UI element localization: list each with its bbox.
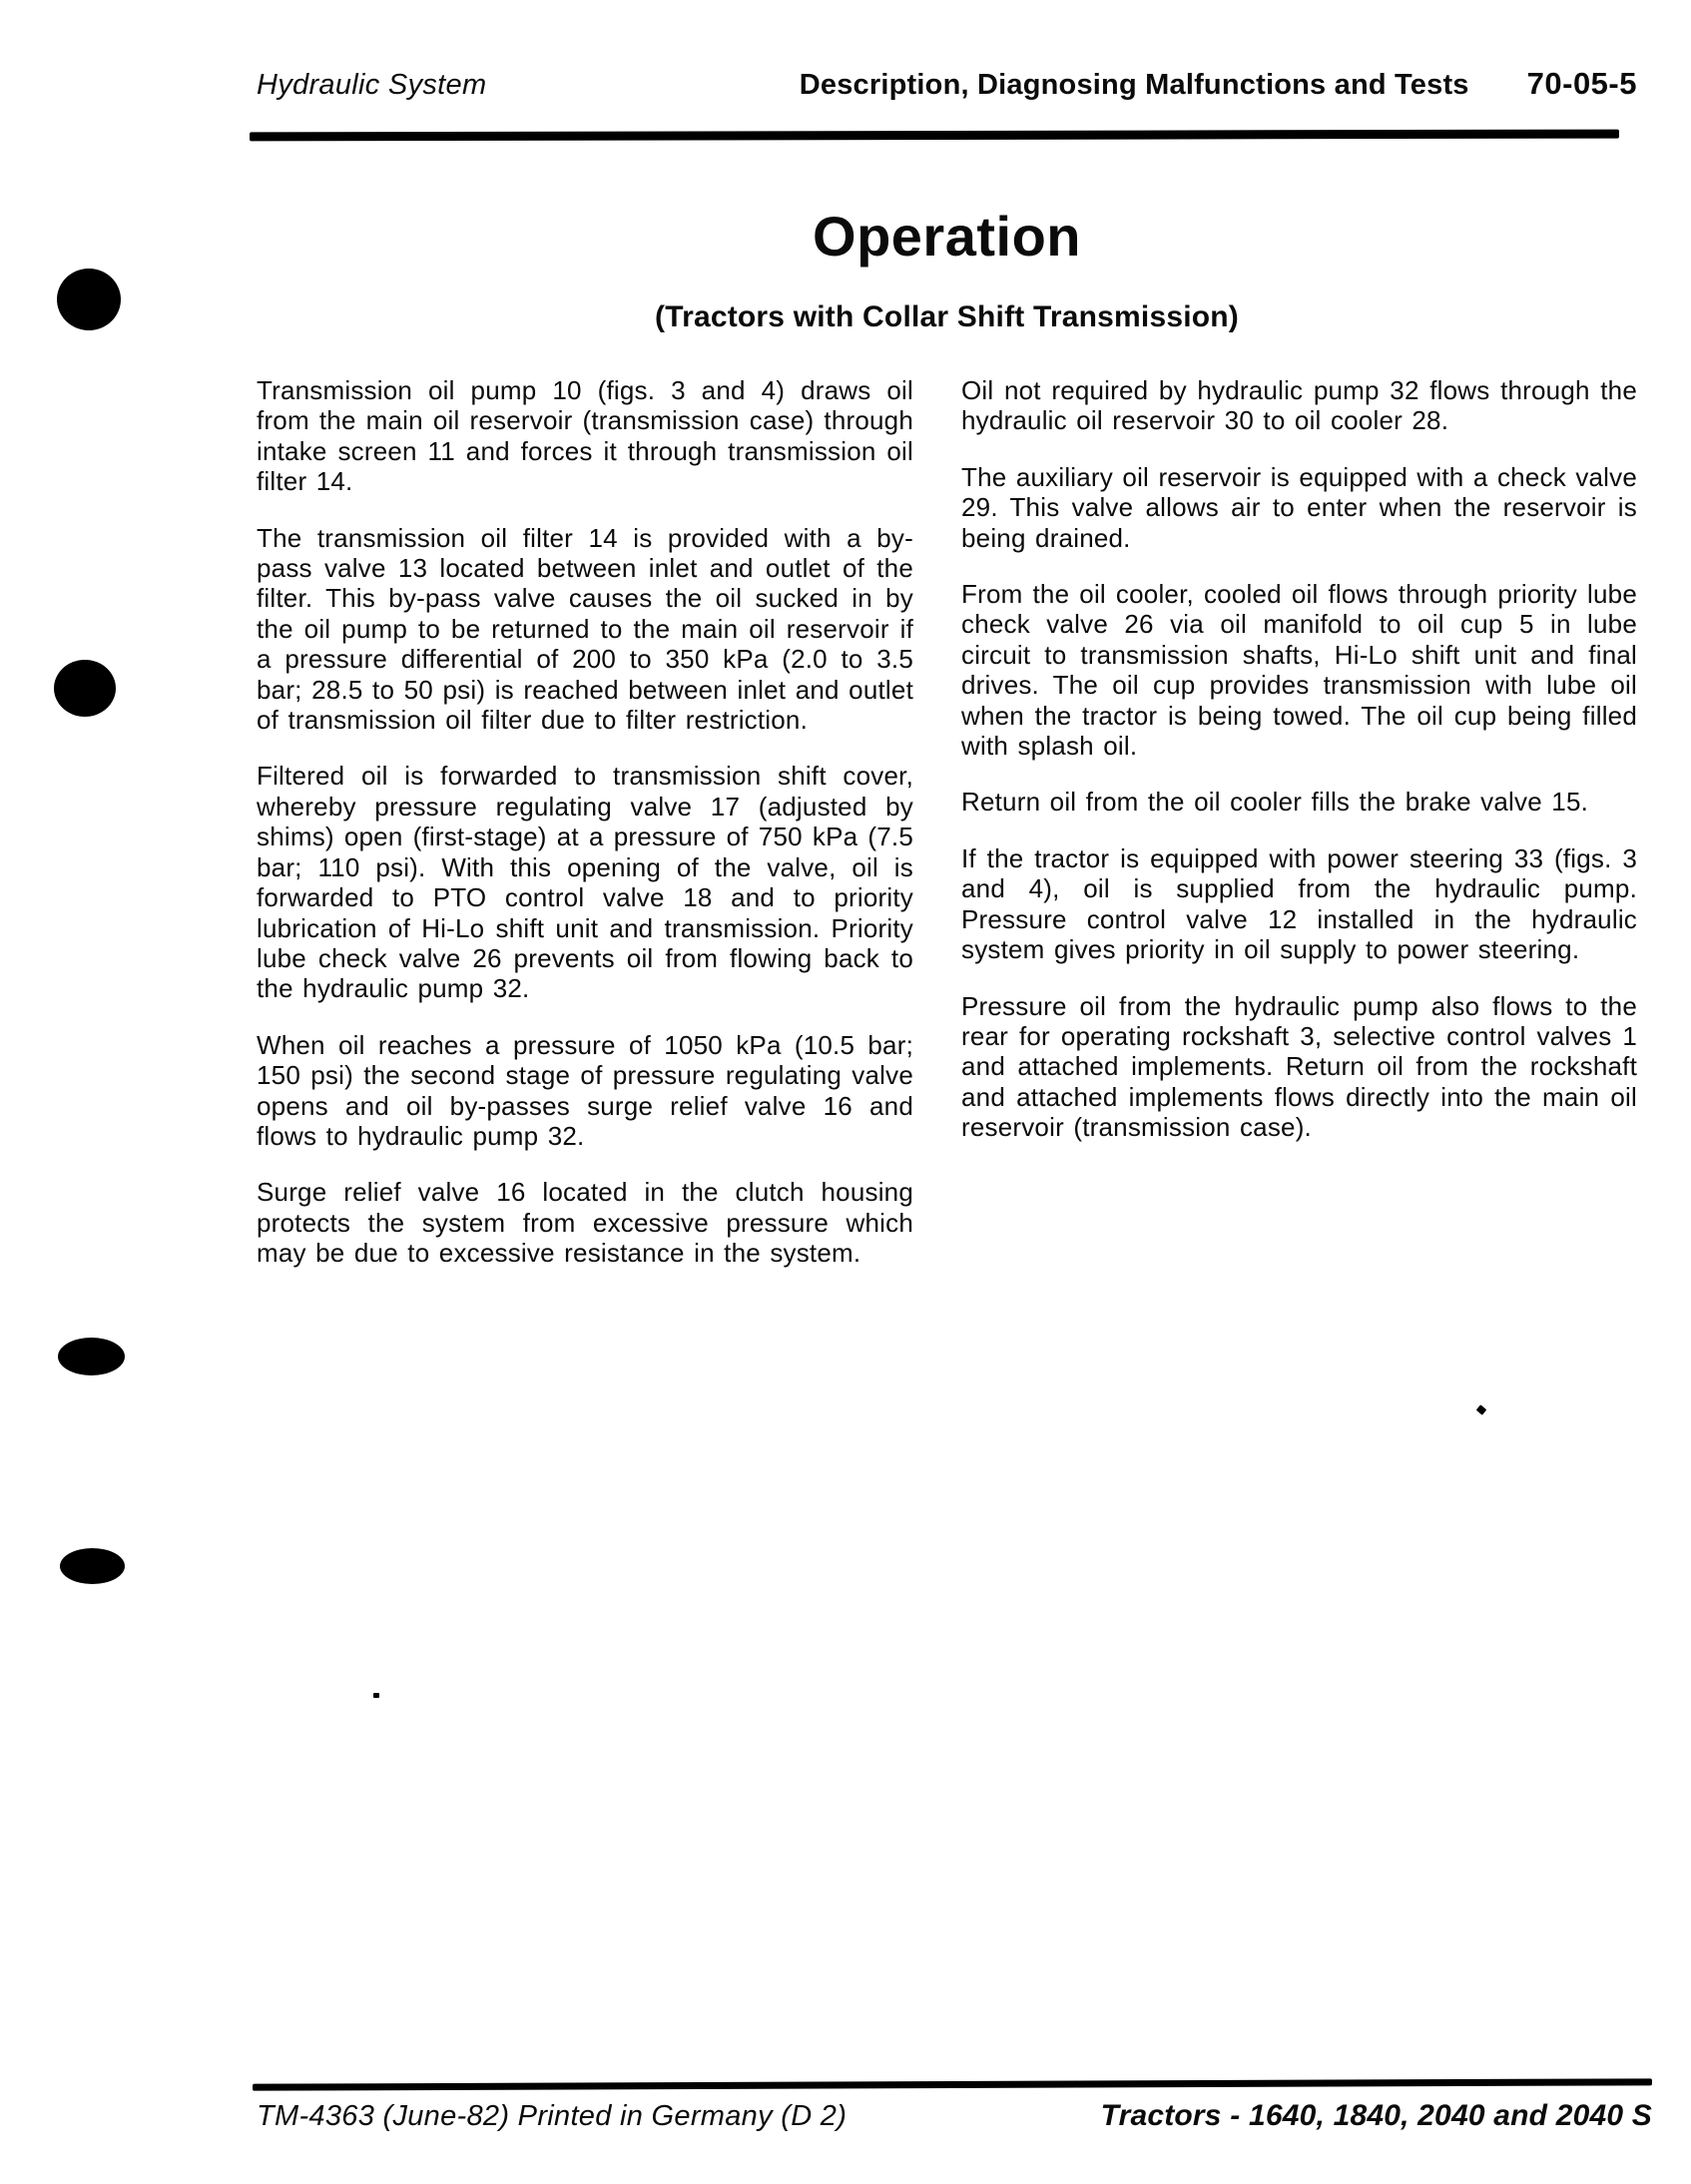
- paragraph: From the oil cooler, cooled oil flows through priority lube check valve 26 via oil manifold to oil cup 5 in lube circuit to transmission shafts, Hi-Lo shift unit and final drives. The oil cup provides transmission with lube oil when the tractor is being towed. The oil cup being filled with splash oil.: [961, 579, 1637, 762]
- binder-hole: [58, 1338, 125, 1375]
- page-footer: [257, 2099, 1652, 2133]
- paragraph: Surge relief valve 16 located in the clutch housing protects the system from excessive pressure which may be due to excessive resistance in the system.: [257, 1177, 913, 1269]
- footer-rule: [253, 2078, 1652, 2090]
- right-column: [961, 375, 1637, 1143]
- paragraph: The transmission oil filter 14 is provided with a by-pass valve 13 located between inlet and outlet of the filter. This by-pass valve causes the oil sucked in by the oil pump to be returned to the main oil reservoir if a pressure differential of 200 to 350 kPa (2.0 to 3.5 bar; 28.5 to 50 psi) is reached between inlet and outlet of transmission oil filter due to filter restriction.: [257, 522, 913, 736]
- page-header: [257, 66, 1637, 102]
- page-title: Operation: [813, 205, 1081, 268]
- header-rule: [250, 130, 1619, 142]
- footer-publication-info: TM-4363 (June-82) Printed in Germany (D 2): [257, 2100, 847, 2132]
- page-subtitle: (Tractors with Collar Shift Transmission): [655, 300, 1239, 333]
- paragraph: The auxiliary oil reservoir is equipped with a check valve 29. This valve allows air to enter when the reservoir is being drained.: [961, 461, 1638, 553]
- left-column: [257, 375, 913, 1269]
- scan-artifact: [1476, 1404, 1487, 1415]
- paragraph: Return oil from the oil cooler fills the brake valve 15.: [961, 787, 1589, 818]
- paragraph: Pressure oil from the hydraulic pump also flows to the rear for operating rockshaft 3, selective control valves 1 and attached implements. Return oil from the rockshaft and attached implements flows directly into the main oil reservoir (transmission case).: [961, 990, 1637, 1143]
- header-right-group: [800, 66, 1637, 102]
- header-chapter-title: Description, Diagnosing Malfunctions and Tests: [799, 69, 1469, 101]
- body-columns: [257, 375, 1637, 1269]
- binder-hole: [57, 269, 121, 330]
- paragraph: Filtered oil is forwarded to transmission shift cover, whereby pressure regulating valve 17 (adjusted by shims) open (first-stage) at a pressure of 750 kPa (7.5 bar; 110 psi). With this opening of the valve, oil is forwarded to PTO control valve 18 and to priority lubrication of Hi-Lo shift unit and transmission. Priority lube check valve 26 prevents oil from flowing back to the hydraulic pump 32.: [257, 761, 913, 1004]
- footer-tractor-models: Tractors - 1640, 1840, 2040 and 2040 S: [1100, 2099, 1652, 2132]
- paragraph: Oil not required by hydraulic pump 32 flows through the hydraulic oil reservoir 30 to oil cooler 28.: [961, 375, 1637, 436]
- paragraph: Transmission oil pump 10 (figs. 3 and 4) draws oil from the main oil reservoir (transmission case) through intake screen 11 and forces it through transmission oil filter 14.: [257, 375, 913, 497]
- scan-artifact: [373, 1693, 379, 1698]
- paragraph: When oil reaches a pressure of 1050 kPa (10.5 bar; 150 psi) the second stage of pressure regulating valve opens and oil by-passes surge relief valve 16 and flows to hydraulic pump 32.: [257, 1029, 913, 1151]
- binder-hole: [54, 660, 116, 717]
- paragraph: If the tractor is equipped with power steering 33 (figs. 3 and 4), oil is supplied from the hydraulic pump. Pressure control valve 12 installed in the hydraulic system gives priority in oil supply to power steering.: [961, 842, 1637, 965]
- header-section-title: Hydraulic System: [257, 69, 487, 101]
- header-page-number: 70-05-5: [1526, 66, 1637, 101]
- binder-hole: [60, 1548, 125, 1584]
